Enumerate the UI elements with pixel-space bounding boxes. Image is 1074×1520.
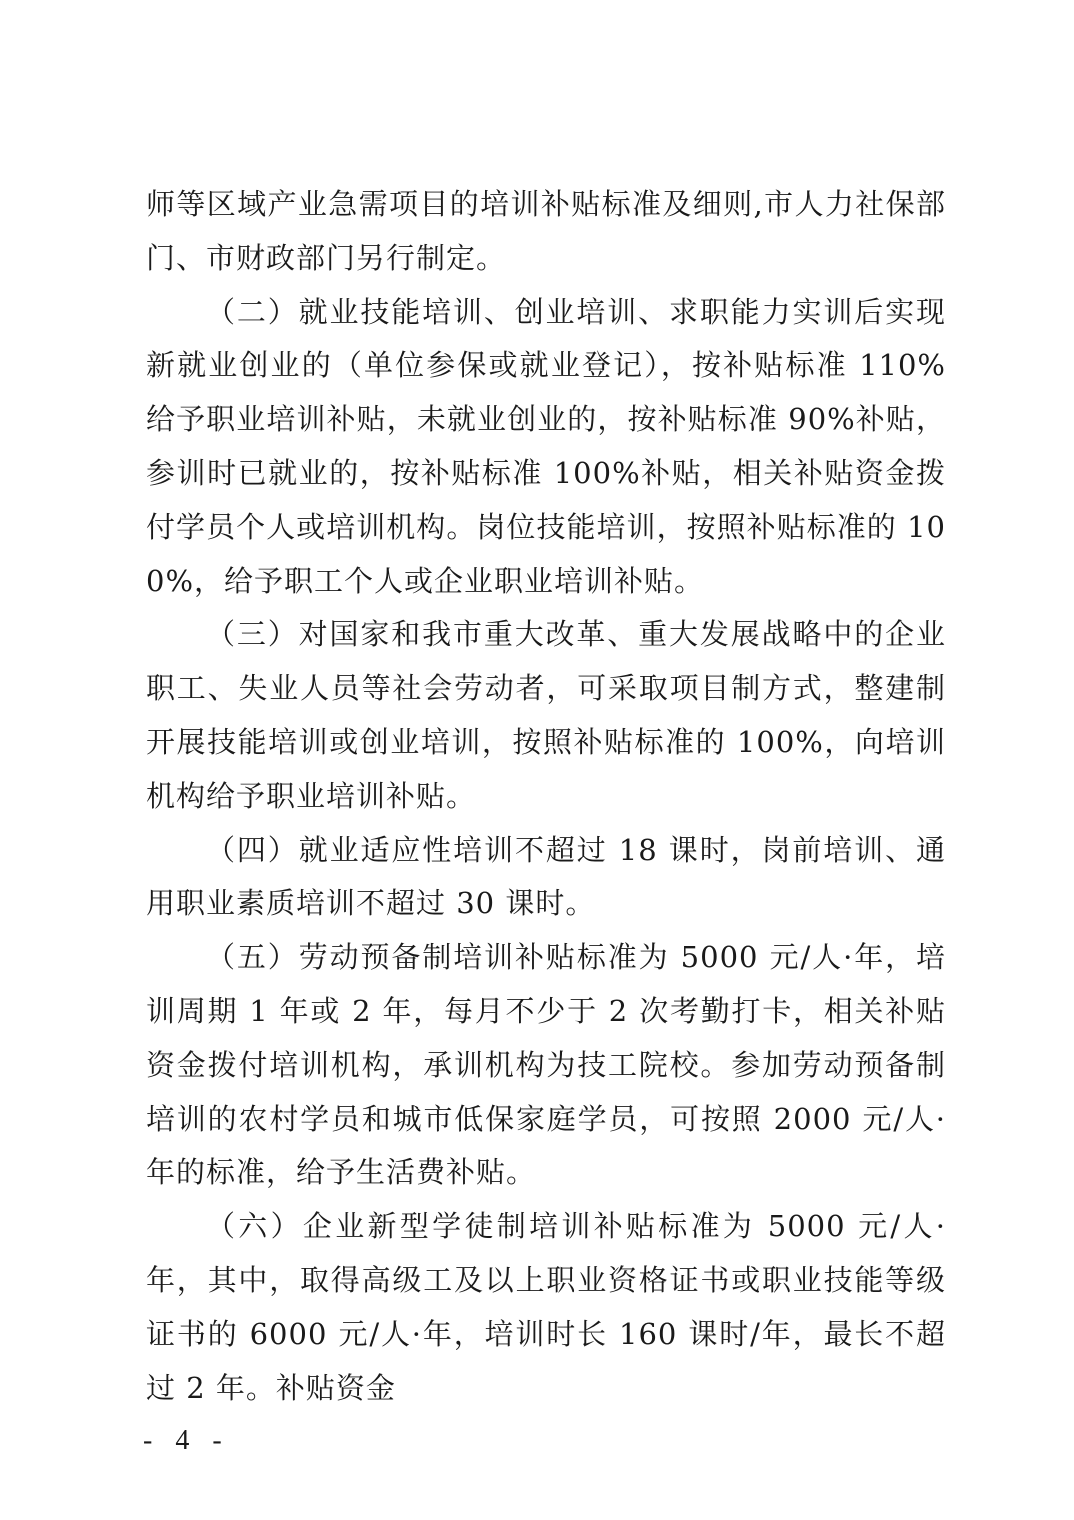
paragraph-item-5: （五）劳动预备制培训补贴标准为 5000 元/人·年，培训周期 1 年或 2 年，每月不少于 2 次考勤打卡，相关补贴资金拨付培训机构，承训机构为技工院校。参加劳动预备制培训的农村学员和城市低保家庭学员，可按照 2000 元/人·年的标准，给予生活费补贴。 xyxy=(146,940,946,1190)
paragraph-item-4: （四）就业适应性培训不超过 18 课时，岗前培训、通用职业素质培训不超过 30 课时。 xyxy=(146,832,946,921)
paragraph-item-6: （六）企业新型学徒制培训补贴标准为 5000 元/人·年，其中，取得高级工及以上职业资格证书或职业技能等级证书的 6000 元/人·年，培训时长 160 课时/年，最长不超过 2 年。补贴资金 xyxy=(146,1209,946,1405)
page-number: - 4 - xyxy=(143,1425,230,1456)
paragraph-continuation: 师等区域产业急需项目的培训补贴标准及细则,市人力社保部门、市财政部门另行制定。 xyxy=(146,187,946,275)
body-text xyxy=(146,178,946,1415)
paragraph-item-3: （三）对国家和我市重大改革、重大发展战略中的企业职工、失业人员等社会劳动者，可采取项目制方式，整建制开展技能培训或创业培训，按照补贴标准的 100%，向培训机构给予职业培训补贴。 xyxy=(146,617,946,813)
paragraph-item-2: （二）就业技能培训、创业培训、求职能力实训后实现新就业创业的（单位参保或就业登记），按补贴标准 110%给予职业培训补贴，未就业创业的，按补贴标准 90%补贴，参训时已就业的，按补贴标准 100%补贴，相关补贴资金拨付学员个人或培训机构。岗位技能培训，按照补贴标准的 100%，给予职工个人或企业职业培训补贴。 xyxy=(146,294,946,598)
